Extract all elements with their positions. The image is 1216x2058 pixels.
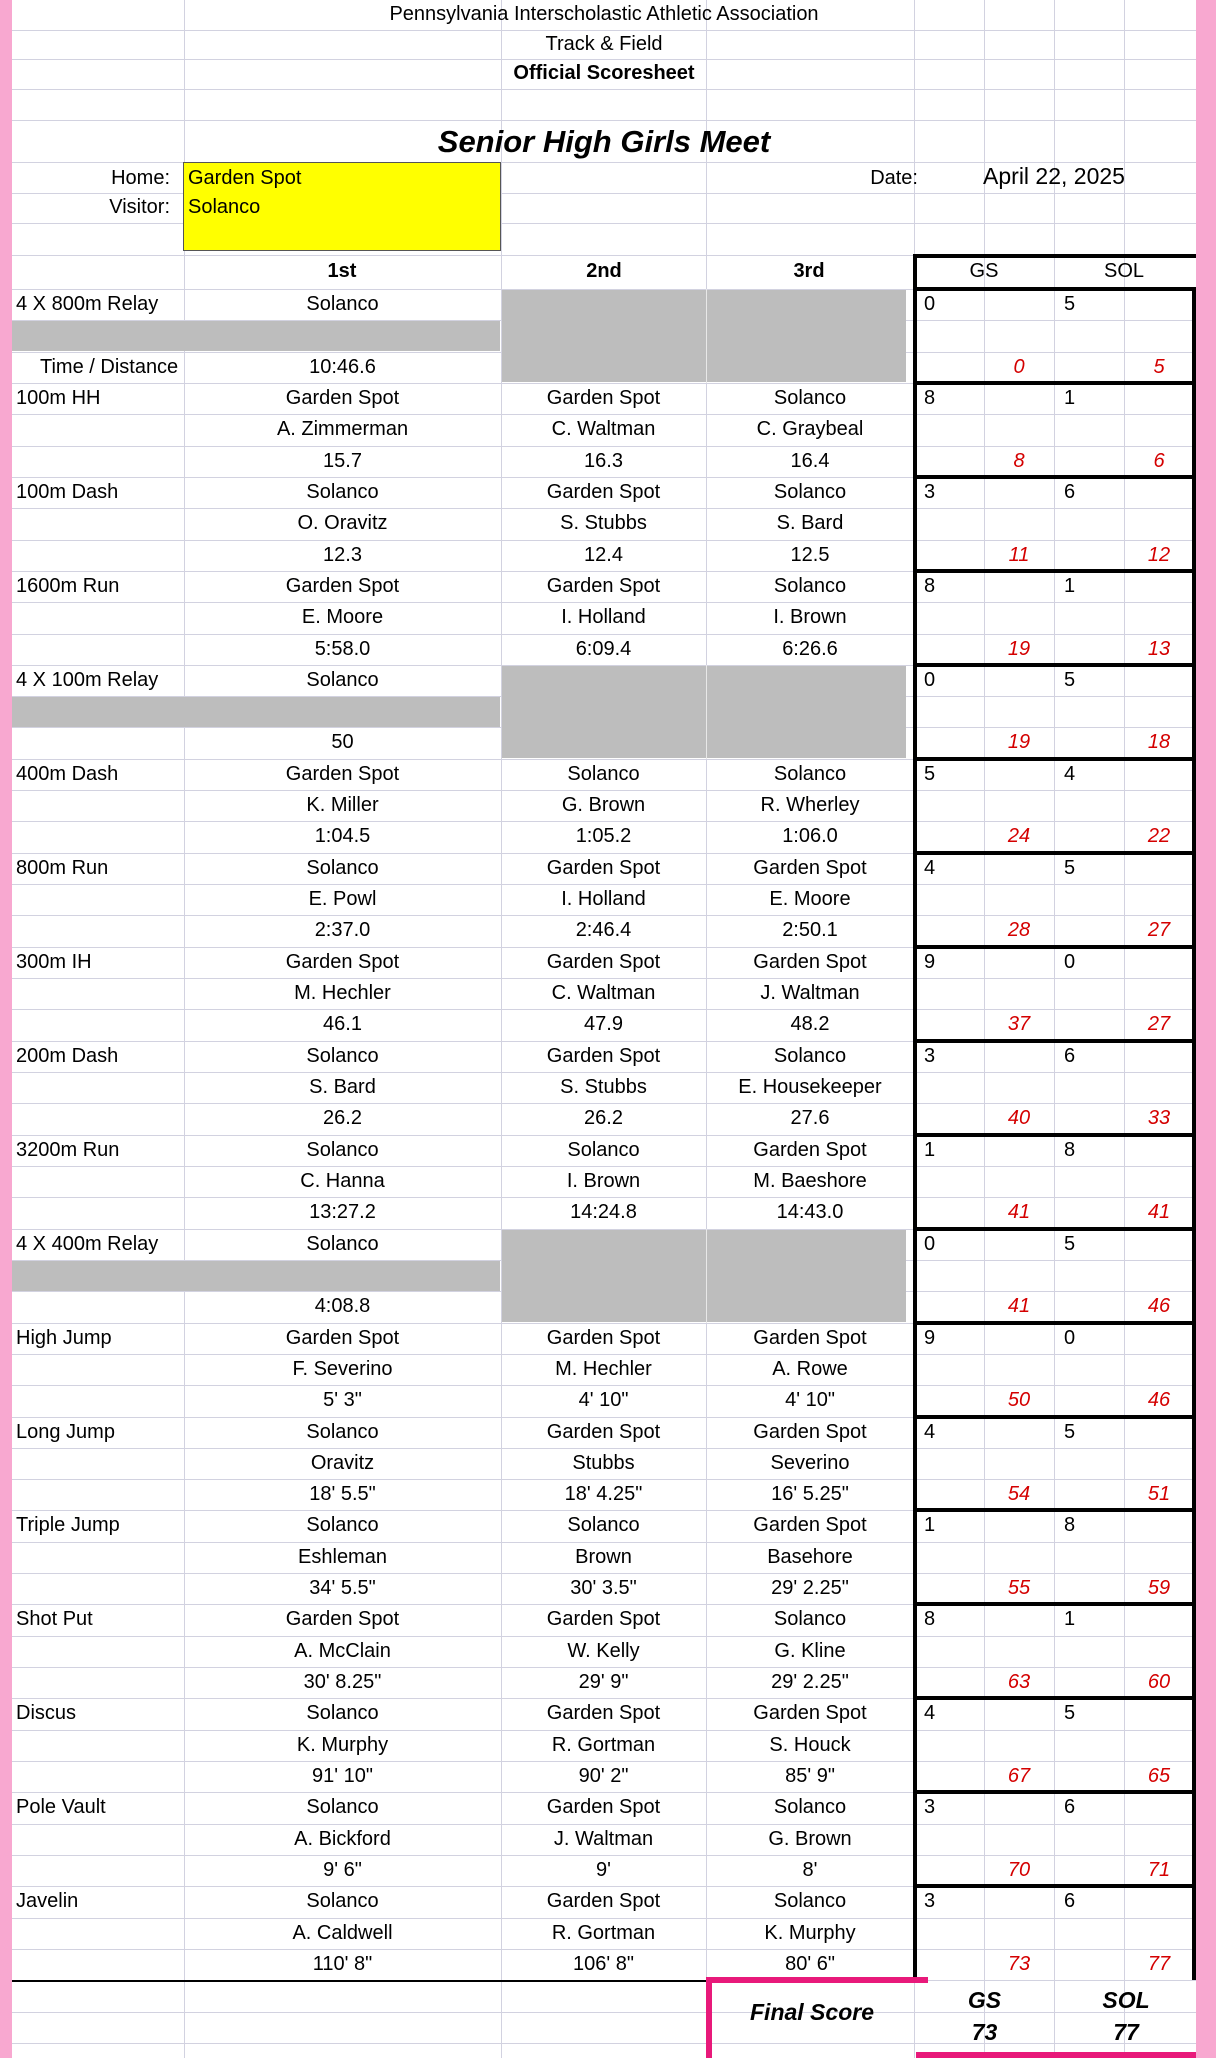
place-3rd-team[interactable]: Garden Spot xyxy=(753,1139,867,1161)
place-3rd-mark[interactable]: 16.4 xyxy=(790,450,830,472)
place-3rd-mark[interactable]: 29' 2.25" xyxy=(771,1577,849,1599)
col-1st: 1st xyxy=(327,260,357,282)
gs-event-points: 1 xyxy=(924,1139,936,1161)
event-name: 200m Dash xyxy=(16,1045,119,1067)
place-1st-mark[interactable]: 34' 5.5" xyxy=(309,1577,376,1599)
place-1st-mark[interactable]: 13:27.2 xyxy=(309,1201,376,1223)
place-2nd-team[interactable]: Solanco xyxy=(567,1139,640,1161)
event-name: Shot Put xyxy=(16,1608,93,1630)
place-2nd-team[interactable]: Solanco xyxy=(567,763,640,785)
visitor-label: Visitor: xyxy=(109,196,170,218)
event-name: 4 X 800m Relay xyxy=(16,293,159,315)
place-2nd-team[interactable] xyxy=(501,666,706,694)
gs-running-total: 11 xyxy=(1008,544,1030,566)
place-2nd-team[interactable]: Garden Spot xyxy=(546,1421,661,1443)
place-3rd-team[interactable]: Solanco xyxy=(773,575,847,597)
place-3rd-mark[interactable] xyxy=(706,353,914,381)
gs-event-points: 0 xyxy=(924,1233,936,1255)
final-gs-score: 73 xyxy=(971,2019,998,2045)
place-2nd-team[interactable]: Garden Spot xyxy=(546,1608,661,1630)
place-2nd-athlete[interactable]: Stubbs xyxy=(572,1452,635,1474)
place-1st-athlete[interactable] xyxy=(184,321,501,349)
col-team-b: SOL xyxy=(1103,260,1145,282)
place-3rd-mark[interactable]: 8' xyxy=(802,1859,818,1881)
place-2nd-team[interactable]: Garden Spot xyxy=(546,387,661,409)
place-1st-mark[interactable]: 10:46.6 xyxy=(309,356,376,378)
event-name: Pole Vault xyxy=(16,1796,106,1818)
place-2nd-mark[interactable]: 26.2 xyxy=(584,1107,623,1129)
event-name: High Jump xyxy=(16,1327,112,1349)
place-3rd-athlete[interactable]: S. Houck xyxy=(769,1734,851,1756)
place-2nd-mark[interactable]: 6:09.4 xyxy=(575,638,632,660)
place-3rd-athlete[interactable]: R. Wherley xyxy=(760,794,860,816)
place-1st-athlete[interactable]: A. Bickford xyxy=(294,1828,391,1850)
place-3rd-athlete[interactable]: C. Graybeal xyxy=(756,418,864,440)
place-1st-mark[interactable]: 4:08.8 xyxy=(314,1295,371,1317)
place-1st-team[interactable]: Solanco xyxy=(306,1139,379,1161)
place-3rd-team[interactable]: Solanco xyxy=(773,387,847,409)
place-1st-mark[interactable]: 9' 6" xyxy=(323,1859,362,1881)
place-2nd-mark[interactable]: 12.4 xyxy=(584,544,623,566)
place-2nd-athlete[interactable]: C. Waltman xyxy=(551,982,656,1004)
place-1st-team[interactable]: Solanco xyxy=(306,1796,379,1818)
place-3rd-team[interactable]: Solanco xyxy=(773,763,847,785)
place-2nd-athlete[interactable] xyxy=(501,697,706,725)
place-3rd-team[interactable]: Solanco xyxy=(773,1796,847,1818)
place-3rd-athlete[interactable]: Severino xyxy=(770,1452,850,1474)
place-1st-mark[interactable]: 50 xyxy=(331,731,354,753)
place-1st-mark[interactable]: 91' 10" xyxy=(312,1765,373,1787)
place-1st-team[interactable]: Garden Spot xyxy=(285,951,400,973)
place-1st-athlete[interactable]: E. Moore xyxy=(301,606,384,628)
place-2nd-athlete[interactable]: W. Kelly xyxy=(567,1640,640,1662)
sol-running-total: 51 xyxy=(1147,1483,1171,1505)
place-3rd-mark[interactable]: 48.2 xyxy=(790,1013,830,1035)
place-2nd-team[interactable]: Garden Spot xyxy=(546,575,661,597)
sol-running-total: 59 xyxy=(1147,1577,1171,1599)
gs-running-total: 54 xyxy=(1007,1483,1031,1505)
place-1st-athlete[interactable]: K. Miller xyxy=(306,794,379,816)
meet-title: Senior High Girls Meet xyxy=(437,124,771,159)
place-3rd-team[interactable]: Garden Spot xyxy=(753,857,867,879)
sol-event-points: 1 xyxy=(1064,575,1076,597)
place-3rd-athlete[interactable]: A. Rowe xyxy=(772,1358,848,1380)
place-2nd-team[interactable]: Solanco xyxy=(567,1514,640,1536)
place-3rd-athlete[interactable]: E. Housekeeper xyxy=(738,1076,882,1098)
sol-running-total: 5 xyxy=(1153,356,1165,378)
gs-running-total: 41 xyxy=(1007,1201,1031,1223)
gs-event-points: 9 xyxy=(924,1327,936,1349)
sol-running-total: 6 xyxy=(1153,450,1165,472)
place-3rd-athlete[interactable] xyxy=(706,1261,914,1289)
place-1st-team[interactable]: Solanco xyxy=(306,1233,379,1255)
sol-running-total: 22 xyxy=(1147,825,1171,847)
place-1st-mark[interactable]: 1:04.5 xyxy=(314,825,371,847)
place-2nd-team[interactable]: Garden Spot xyxy=(546,481,661,503)
place-3rd-athlete[interactable]: E. Moore xyxy=(769,888,851,910)
place-2nd-team[interactable]: Garden Spot xyxy=(546,1327,661,1349)
place-1st-team[interactable]: Garden Spot xyxy=(285,1327,400,1349)
place-2nd-team[interactable]: Garden Spot xyxy=(546,1890,661,1912)
place-2nd-athlete[interactable]: I. Brown xyxy=(566,1170,641,1192)
place-3rd-mark[interactable]: 12.5 xyxy=(790,544,830,566)
final-sol-score: 77 xyxy=(1113,2019,1139,2045)
time-distance-label: Time / Distance xyxy=(40,356,179,378)
place-2nd-team[interactable] xyxy=(501,1230,706,1258)
sol-event-points: 0 xyxy=(1064,951,1076,973)
place-3rd-athlete[interactable]: I. Brown xyxy=(773,606,847,628)
place-2nd-athlete[interactable]: C. Waltman xyxy=(551,418,656,440)
gs-event-points: 3 xyxy=(924,1890,936,1912)
event-name: Javelin xyxy=(16,1890,79,1912)
place-1st-mark[interactable]: 2:37.0 xyxy=(314,919,371,941)
sol-running-total: 71 xyxy=(1147,1859,1171,1881)
place-3rd-athlete[interactable]: M. Baeshore xyxy=(753,1170,867,1192)
place-3rd-team[interactable]: Garden Spot xyxy=(753,951,867,973)
sol-running-total: 27 xyxy=(1147,1013,1171,1035)
org-title: Pennsylvania Interscholastic Athletic Association xyxy=(389,3,819,25)
sol-running-total: 13 xyxy=(1147,638,1171,660)
place-1st-team[interactable]: Garden Spot xyxy=(285,575,400,597)
sol-running-total: 33 xyxy=(1147,1107,1171,1129)
final-gs-label: GS xyxy=(967,1987,1002,2013)
place-1st-team[interactable]: Solanco xyxy=(306,1514,379,1536)
sol-event-points: 6 xyxy=(1064,1796,1076,1818)
home-team[interactable]: Garden Spot xyxy=(188,167,302,189)
event-name: 3200m Run xyxy=(16,1139,120,1161)
place-3rd-team[interactable]: Garden Spot xyxy=(753,1421,867,1443)
gs-running-total: 19 xyxy=(1007,731,1031,753)
place-1st-mark[interactable]: 110' 8" xyxy=(312,1953,373,1975)
visitor-team[interactable]: Solanco xyxy=(188,196,261,218)
place-1st-athlete[interactable]: K. Murphy xyxy=(296,1734,389,1756)
place-2nd-athlete[interactable]: S. Stubbs xyxy=(560,1076,647,1098)
place-3rd-athlete[interactable]: J. Waltman xyxy=(760,982,860,1004)
sol-event-points: 8 xyxy=(1064,1514,1076,1536)
gs-event-points: 4 xyxy=(924,857,936,879)
event-name: 100m Dash xyxy=(16,481,119,503)
place-3rd-mark[interactable]: 29' 2.25" xyxy=(771,1671,849,1693)
place-1st-athlete[interactable]: A. McClain xyxy=(294,1640,391,1662)
place-1st-team[interactable]: Solanco xyxy=(306,293,379,315)
event-name: Long Jump xyxy=(16,1421,115,1443)
place-2nd-mark[interactable]: 18' 4.25" xyxy=(564,1483,643,1505)
place-1st-mark[interactable]: 26.2 xyxy=(323,1107,362,1129)
final-sol-label: SOL xyxy=(1102,1987,1150,2013)
sol-running-total: 41 xyxy=(1147,1201,1171,1223)
event-name: 4 X 100m Relay xyxy=(16,669,159,691)
place-1st-team[interactable]: Solanco xyxy=(306,1702,379,1724)
col-3rd: 3rd xyxy=(793,260,825,282)
place-2nd-mark[interactable]: 4' 10" xyxy=(578,1389,629,1411)
place-3rd-team[interactable] xyxy=(706,290,914,318)
place-2nd-athlete[interactable]: I. Holland xyxy=(561,606,646,628)
gs-running-total: 19 xyxy=(1007,638,1031,660)
place-3rd-team[interactable]: Solanco xyxy=(773,481,847,503)
gs-running-total: 63 xyxy=(1007,1671,1031,1693)
gs-event-points: 9 xyxy=(924,951,936,973)
place-1st-athlete[interactable] xyxy=(184,1261,501,1289)
place-1st-mark[interactable]: 30' 8.25" xyxy=(303,1671,382,1693)
doc-title: Official Scoresheet xyxy=(513,62,695,84)
place-1st-team[interactable]: Garden Spot xyxy=(285,387,400,409)
scoresheet xyxy=(12,0,1196,2058)
place-3rd-athlete[interactable]: G. Brown xyxy=(768,1828,852,1850)
sol-running-total: 77 xyxy=(1147,1953,1171,1975)
final-score-label: Final Score xyxy=(750,1999,874,2025)
gs-running-total: 41 xyxy=(1007,1295,1031,1317)
gs-event-points: 8 xyxy=(924,1608,936,1630)
place-2nd-mark[interactable] xyxy=(501,728,706,756)
col-2nd: 2nd xyxy=(586,260,622,282)
place-1st-mark[interactable]: 15.7 xyxy=(323,450,362,472)
place-2nd-mark[interactable]: 1:05.2 xyxy=(575,825,632,847)
place-3rd-team[interactable] xyxy=(706,1230,914,1258)
place-1st-mark[interactable]: 12.3 xyxy=(323,544,362,566)
place-3rd-athlete[interactable]: K. Murphy xyxy=(764,1922,856,1944)
place-2nd-athlete[interactable]: S. Stubbs xyxy=(560,512,647,534)
place-2nd-mark[interactable]: 30' 3.5" xyxy=(570,1577,637,1599)
place-3rd-team[interactable]: Garden Spot xyxy=(753,1702,867,1724)
sol-event-points: 5 xyxy=(1064,669,1076,691)
place-2nd-athlete[interactable]: I. Holland xyxy=(561,888,646,910)
gs-running-total: 70 xyxy=(1007,1859,1031,1881)
sol-event-points: 6 xyxy=(1064,1045,1076,1067)
place-2nd-athlete[interactable]: Brown xyxy=(575,1546,632,1568)
place-1st-athlete[interactable]: F. Severino xyxy=(292,1358,393,1380)
place-3rd-mark[interactable]: 16' 5.25" xyxy=(771,1483,849,1505)
place-2nd-team[interactable]: Garden Spot xyxy=(546,1796,661,1818)
place-2nd-mark[interactable] xyxy=(501,1292,706,1320)
gs-event-points: 3 xyxy=(924,1796,936,1818)
place-2nd-team[interactable]: Garden Spot xyxy=(546,1702,661,1724)
place-1st-athlete[interactable]: S. Bard xyxy=(309,1076,376,1098)
place-3rd-athlete[interactable]: G. Kline xyxy=(774,1640,846,1662)
sport-title: Track & Field xyxy=(545,33,663,55)
meet-date[interactable]: April 22, 2025 xyxy=(983,163,1125,189)
place-3rd-mark[interactable] xyxy=(706,1292,914,1320)
sol-running-total: 27 xyxy=(1147,919,1171,941)
place-1st-team[interactable]: Solanco xyxy=(306,1421,379,1443)
event-name: 1600m Run xyxy=(16,575,120,597)
place-2nd-athlete[interactable] xyxy=(501,1261,706,1289)
sol-event-points: 4 xyxy=(1064,763,1076,785)
place-1st-mark[interactable]: 46.1 xyxy=(323,1013,362,1035)
place-1st-athlete[interactable]: A. Zimmerman xyxy=(276,418,409,440)
gs-event-points: 4 xyxy=(924,1421,936,1443)
sol-event-points: 6 xyxy=(1064,481,1076,503)
gs-running-total: 40 xyxy=(1007,1107,1031,1129)
place-1st-athlete[interactable]: M. Hechler xyxy=(294,982,391,1004)
place-3rd-team[interactable]: Solanco xyxy=(773,1045,847,1067)
place-3rd-athlete[interactable]: S. Bard xyxy=(776,512,844,534)
gs-running-total: 73 xyxy=(1007,1953,1031,1975)
place-1st-athlete[interactable]: E. Powl xyxy=(308,888,377,910)
place-3rd-mark[interactable]: 6:26.6 xyxy=(782,638,838,660)
place-2nd-athlete[interactable]: R. Gortman xyxy=(551,1922,656,1944)
place-1st-team[interactable]: Solanco xyxy=(306,481,379,503)
gs-event-points: 0 xyxy=(924,293,936,315)
sol-running-total: 65 xyxy=(1147,1765,1171,1787)
place-3rd-team[interactable]: Garden Spot xyxy=(753,1327,867,1349)
gs-event-points: 8 xyxy=(924,575,936,597)
place-3rd-mark[interactable]: 27.6 xyxy=(790,1107,830,1129)
sol-event-points: 5 xyxy=(1064,857,1076,879)
place-2nd-athlete[interactable]: R. Gortman xyxy=(551,1734,656,1756)
place-3rd-mark[interactable]: 80' 6" xyxy=(785,1953,835,1975)
gs-event-points: 3 xyxy=(924,1045,936,1067)
place-3rd-mark[interactable]: 85' 9" xyxy=(785,1765,835,1787)
gs-event-points: 4 xyxy=(924,1702,936,1724)
gs-event-points: 0 xyxy=(924,669,936,691)
gs-event-points: 5 xyxy=(924,763,936,785)
place-1st-team[interactable]: Solanco xyxy=(306,1890,379,1912)
gs-running-total: 50 xyxy=(1007,1389,1031,1411)
place-2nd-athlete[interactable]: J. Waltman xyxy=(553,1828,654,1850)
place-3rd-mark[interactable]: 4' 10" xyxy=(785,1389,835,1411)
place-2nd-mark[interactable]: 106' 8" xyxy=(573,1953,634,1975)
home-label: Home: xyxy=(111,167,170,189)
place-3rd-athlete[interactable]: Basehore xyxy=(767,1546,853,1568)
place-3rd-team[interactable]: Garden Spot xyxy=(753,1514,867,1536)
place-2nd-mark[interactable]: 2:46.4 xyxy=(575,919,632,941)
event-name: 800m Run xyxy=(16,857,109,879)
gs-running-total: 37 xyxy=(1007,1013,1031,1035)
sol-event-points: 5 xyxy=(1064,1233,1076,1255)
place-1st-team[interactable]: Solanco xyxy=(306,857,379,879)
place-1st-athlete[interactable] xyxy=(184,697,501,725)
place-2nd-mark[interactable]: 47.9 xyxy=(584,1013,623,1035)
gs-running-total: 8 xyxy=(1013,450,1025,472)
place-1st-team[interactable]: Garden Spot xyxy=(285,1608,400,1630)
place-1st-athlete[interactable]: Eshleman xyxy=(298,1546,387,1568)
place-1st-team[interactable]: Garden Spot xyxy=(285,763,400,785)
place-2nd-mark[interactable] xyxy=(501,353,706,381)
place-2nd-team[interactable]: Garden Spot xyxy=(546,1045,661,1067)
place-2nd-team[interactable]: Garden Spot xyxy=(546,951,661,973)
sol-event-points: 5 xyxy=(1064,1421,1076,1443)
place-2nd-mark[interactable]: 29' 9" xyxy=(578,1671,629,1693)
place-2nd-mark[interactable]: 9' xyxy=(596,1859,611,1881)
event-name: Triple Jump xyxy=(16,1514,120,1536)
gs-event-points: 3 xyxy=(924,481,936,503)
place-3rd-mark[interactable]: 1:06.0 xyxy=(782,825,838,847)
place-3rd-mark[interactable] xyxy=(706,728,914,756)
place-1st-mark[interactable]: 5' 3" xyxy=(323,1389,362,1411)
place-1st-mark[interactable]: 5:58.0 xyxy=(314,638,371,660)
sol-running-total: 12 xyxy=(1147,544,1171,566)
place-1st-mark[interactable]: 18' 5.5" xyxy=(309,1483,376,1505)
place-1st-athlete[interactable]: Oravitz xyxy=(310,1452,375,1474)
place-3rd-mark[interactable]: 2:50.1 xyxy=(782,919,838,941)
place-3rd-athlete[interactable] xyxy=(706,697,914,725)
sol-running-total: 18 xyxy=(1147,731,1171,753)
place-1st-team[interactable]: Solanco xyxy=(306,669,379,691)
gs-event-points: 8 xyxy=(924,387,936,409)
place-2nd-athlete[interactable]: G. Brown xyxy=(561,794,646,816)
date-label: Date: xyxy=(870,167,918,189)
sol-event-points: 0 xyxy=(1064,1327,1076,1349)
place-2nd-mark[interactable]: 90' 2" xyxy=(578,1765,629,1787)
place-2nd-team[interactable] xyxy=(501,290,706,318)
place-2nd-team[interactable]: Garden Spot xyxy=(546,857,661,879)
gs-running-total: 67 xyxy=(1007,1765,1031,1787)
place-2nd-mark[interactable]: 14:24.8 xyxy=(570,1201,637,1223)
gs-running-total: 28 xyxy=(1007,919,1031,941)
sol-event-points: 1 xyxy=(1064,387,1076,409)
sol-running-total: 60 xyxy=(1147,1671,1171,1693)
place-3rd-team[interactable]: Solanco xyxy=(773,1890,847,1912)
sol-running-total: 46 xyxy=(1147,1389,1171,1411)
event-name: Discus xyxy=(16,1702,77,1724)
event-name: 4 X 400m Relay xyxy=(16,1233,159,1255)
place-1st-team[interactable]: Solanco xyxy=(306,1045,379,1067)
gs-running-total: 24 xyxy=(1007,825,1031,847)
place-1st-athlete[interactable]: A. Caldwell xyxy=(292,1922,393,1944)
place-3rd-athlete[interactable] xyxy=(706,321,914,349)
place-2nd-athlete[interactable]: M. Hechler xyxy=(555,1358,652,1380)
event-name: 100m HH xyxy=(16,387,101,409)
gs-event-points: 1 xyxy=(924,1514,936,1536)
place-3rd-mark[interactable]: 14:43.0 xyxy=(776,1201,844,1223)
place-3rd-team[interactable] xyxy=(706,666,914,694)
sol-event-points: 6 xyxy=(1064,1890,1076,1912)
sol-event-points: 5 xyxy=(1064,293,1076,315)
place-2nd-mark[interactable]: 16.3 xyxy=(584,450,623,472)
col-team-a: GS xyxy=(969,260,999,282)
event-name: 300m IH xyxy=(16,951,92,973)
place-1st-athlete[interactable]: C. Hanna xyxy=(300,1170,385,1192)
sol-event-points: 5 xyxy=(1064,1702,1076,1724)
sol-event-points: 8 xyxy=(1064,1139,1076,1161)
place-3rd-team[interactable]: Solanco xyxy=(773,1608,847,1630)
gs-running-total: 0 xyxy=(1013,356,1025,378)
event-name: 400m Dash xyxy=(16,763,119,785)
place-2nd-athlete[interactable] xyxy=(501,321,706,349)
sol-running-total: 46 xyxy=(1147,1295,1171,1317)
gs-running-total: 55 xyxy=(1007,1577,1031,1599)
sol-event-points: 1 xyxy=(1064,1608,1076,1630)
place-1st-athlete[interactable]: O. Oravitz xyxy=(297,512,388,534)
